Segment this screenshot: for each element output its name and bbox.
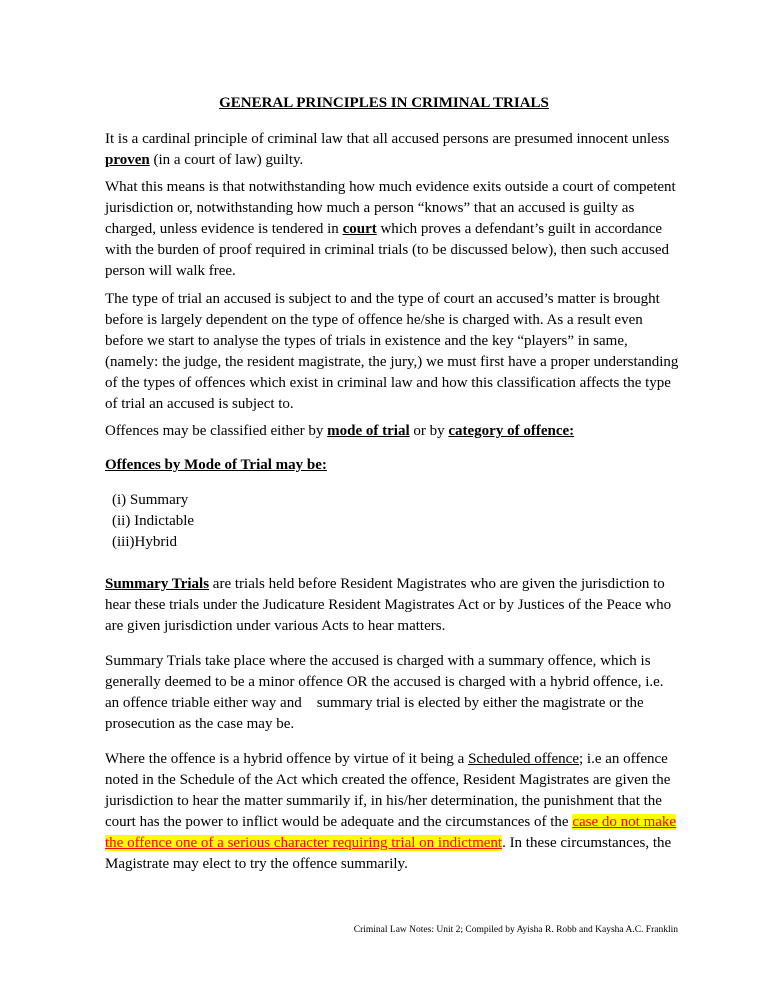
highlighted-text: case do not make the offence one of a serious character requiring trial on indictment <box>105 814 677 851</box>
section-heading: Offences by Mode of Trial may be: <box>105 457 327 473</box>
paragraph-summary-trials <box>105 574 680 637</box>
page-footer: Criminal Law Notes: Unit 2; Compiled by Ayisha R. Robb and Kaysha A.C. Franklin <box>353 925 678 935</box>
term-proven: proven <box>105 152 150 168</box>
text: What this means is that notwithstanding how much evidence exits outside a court of competent jurisdiction or, notwithstanding how much a person “knows” that an accused is guilty as charged, unless evidence is tendered in <box>105 179 676 237</box>
paragraph-summary-conditions: Summary Trials take place where the accused is charged with a summary offence, which is generally deemed to be a minor offence OR the accused is charged with a hybrid offence, i.e. an offence triable either way and summary trial is elected by either the magistrate or the prosecution as the case may be. <box>105 653 664 732</box>
list-item: (iii)Hybrid <box>112 534 177 550</box>
term-court: court <box>342 221 377 237</box>
paragraph-classification <box>105 421 680 442</box>
paragraph-presumption <box>105 129 680 171</box>
text: Where the offence is a hybrid offence by virtue of it being a <box>105 751 469 767</box>
paragraph-trial-type: The type of trial an accused is subject to and the type of court an accused’s matter is brought before is largely dependent on the type of offence he/she is charged with. As a result even before we start to analyse the types of trials in existence and the key “players” in same,(namely: the judge, the resident magistrate, the jury,) we must first have a proper understanding of the types of offences which exist in criminal law and how this classification affects the type of trial an accused is subject to. <box>105 291 679 412</box>
text: are trials held before Resident Magistrates who are given the jurisdiction to hear these trials under the Judicature Resident Magistrates Act or by Justices of the Peace who are given jurisdiction under various Acts to hear matters. <box>105 576 672 634</box>
term-category-of-offence: category of offence: <box>448 423 575 439</box>
offence-mode-list <box>112 490 194 553</box>
text: Offences may be classified either by <box>105 423 328 439</box>
term-summary-trials: Summary Trials <box>105 576 210 592</box>
document-title: GENERAL PRINCIPLES IN CRIMINAL TRIALS <box>219 95 549 111</box>
list-item: (i) Summary <box>112 492 189 508</box>
list-item: (ii) Indictable <box>112 513 195 529</box>
term-mode-of-trial: mode of trial <box>327 423 410 439</box>
paragraph-meaning <box>105 177 680 282</box>
text: or by <box>409 423 449 439</box>
text: It is a cardinal principle of criminal law that all accused persons are presumed innocent unless <box>105 131 670 147</box>
text: (in a court of law) guilty. <box>149 152 304 168</box>
term-scheduled-offence: Scheduled offence <box>468 751 579 767</box>
text: which proves a defendant’s guilt in accordance with the burden of proof required in criminal trials (to be discussed below), then such accused person will walk free. <box>105 221 670 279</box>
text: ; i.e an offence noted in the Schedule of the Act which created the offence, Resident Magistrates are given the jurisdiction to hear the matter summarily if, in his/her determination, the punishment that the court has the power to inflict would be adequate and the circumstances of the <box>105 751 671 830</box>
text: . In these circumstances, the Magistrate may elect to try the offence summarily. <box>105 835 672 872</box>
paragraph-hybrid-offence <box>105 749 680 875</box>
